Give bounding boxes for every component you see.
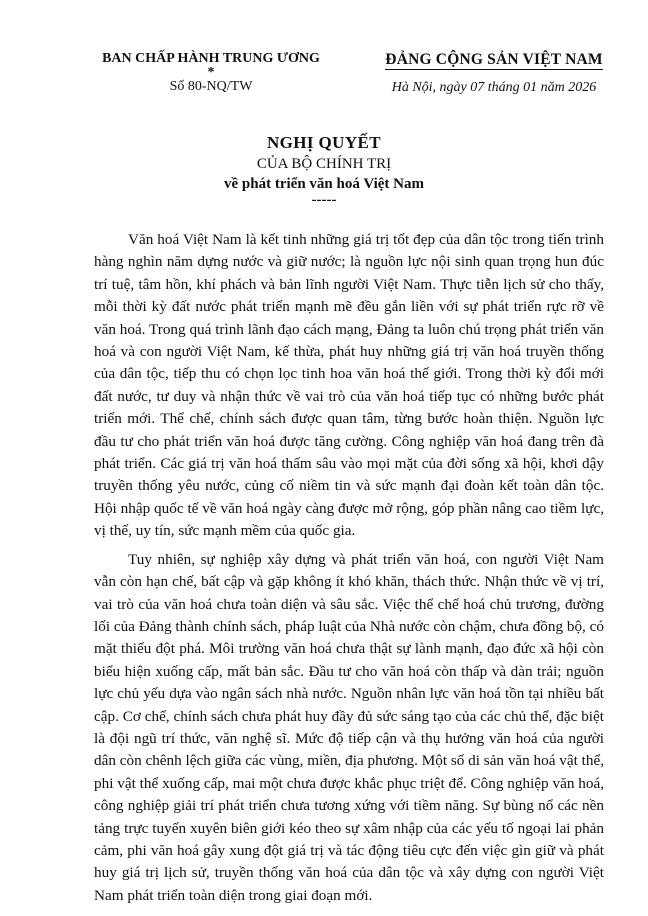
organization-name: BAN CHẤP HÀNH TRUNG ƯƠNG — [102, 51, 320, 66]
document-topic: về phát triển văn hoá Việt Nam — [224, 176, 424, 192]
party-header — [364, 50, 624, 97]
paragraph: Văn hoá Việt Nam là kết tinh những giá trị tốt đẹp của dân tộc trong tiến trình hàng nghìn năm dựng nước và giữ nước; là nguồn lực nội sinh quan trọng hun đúc trí tuệ, tâm hồn, khí phách và bản lĩnh người Việt Nam. Thực tiễn lịch sử cho thấy, mỗi thời kỳ đất nước phát triển mạnh mẽ đều gắn liền với sự phát triển rực rỡ về văn hoá. Trong quá trình lãnh đạo cách mạng, Đảng ta luôn chú trọng phát triển văn hoá và con người Việt Nam, kế thừa, phát huy những giá trị văn hoá truyền thống của dân tộc, tiếp thu có chọn lọc tinh hoa văn hoá thế giới. Trong thời kỳ đổi mới đất nước, tư duy và nhận thức về vai trò của văn hoá tiếp tục có những bước phát triển mới. Thể chế, chính sách được quan tâm, từng bước hoàn thiện. Nguồn lực đầu tư cho phát triển văn hoá được tăng cường. Công nghiệp văn hoá đang trên đà phát triển. Các giá trị văn hoá thấm sâu vào mọi mặt của đời sống xã hội, khơi dậy truyền thống yêu nước, củng cố niềm tin và sức mạnh đại đoàn kết toàn dân tộc. Hội nhập quốc tế về văn hoá ngày càng được mở rộng, góp phần nâng cao tiềm lực, vị thế, uy tín, sức mạnh mềm của quốc gia. — [94, 231, 604, 540]
paragraph: Tuy nhiên, sự nghiệp xây dựng và phát triển văn hoá, con người Việt Nam vẫn còn hạn chế, bất cập và gặp không ít khó khăn, thách thức. Nhận thức về vị trí, vai trò của văn hoá chưa toàn diện và sâu sắc. Việc thể chế hoá chủ trương, đường lối của Đảng thành chính sách, pháp luật của Nhà nước còn chậm, chưa đồng bộ, có mặt thiếu đột phá. Môi trường văn hoá chưa thật sự lành mạnh, đạo đức xã hội còn biểu hiện xuống cấp, mất bản sắc. Đầu tư cho văn hoá còn thấp và dàn trải; nguồn lực chủ yếu dựa vào ngân sách nhà nước. Nguồn nhân lực văn hoá tồn tại nhiều bất cập. Cơ chế, chính sách chưa phát huy đầy đủ sức sáng tạo của các chủ thể, đặc biệt là đội ngũ trí thức, văn nghệ sĩ. Mức độ tiếp cận và thụ hưởng văn hoá của người dân còn chênh lệch giữa các vùng, miền, địa phương. Một số di sản văn hoá vật thể, phi vật thể xuống cấp, mai một chưa được khắc phục triệt để. Công nghiệp văn hoá, công nghiệp giải trí phát triển chưa tương xứng với tiềm năng. Sự bùng nổ các nền tảng trực tuyến xuyên biên giới kéo theo sự xâm nhập của các yếu tố ngoại lai phản cảm, phi văn hoá gây xung đột giá trị và tác động tiêu cực đến việc gìn giữ và phát huy giá trị lịch sử, truyền thống văn hoá của dân tộc và xây dựng con người Việt Nam phát triển toàn diện trong giai đoạn mới. — [94, 550, 604, 904]
title-separator: ----- — [311, 192, 337, 208]
star-mark: * — [207, 65, 215, 80]
document-issuer: CỦA BỘ CHÍNH TRỊ — [256, 156, 392, 172]
place-date: Hà Nội, ngày 07 tháng 01 năm 2026 — [391, 80, 597, 95]
party-name: ĐẢNG CỘNG SẢN VIỆT NAM — [385, 51, 603, 68]
title-block — [0, 132, 648, 206]
document-number: Số 80-NQ/TW — [169, 79, 253, 94]
document-title: NGHỊ QUYẾT — [266, 133, 382, 152]
issuer-header — [80, 50, 342, 96]
document-body — [94, 229, 604, 907]
